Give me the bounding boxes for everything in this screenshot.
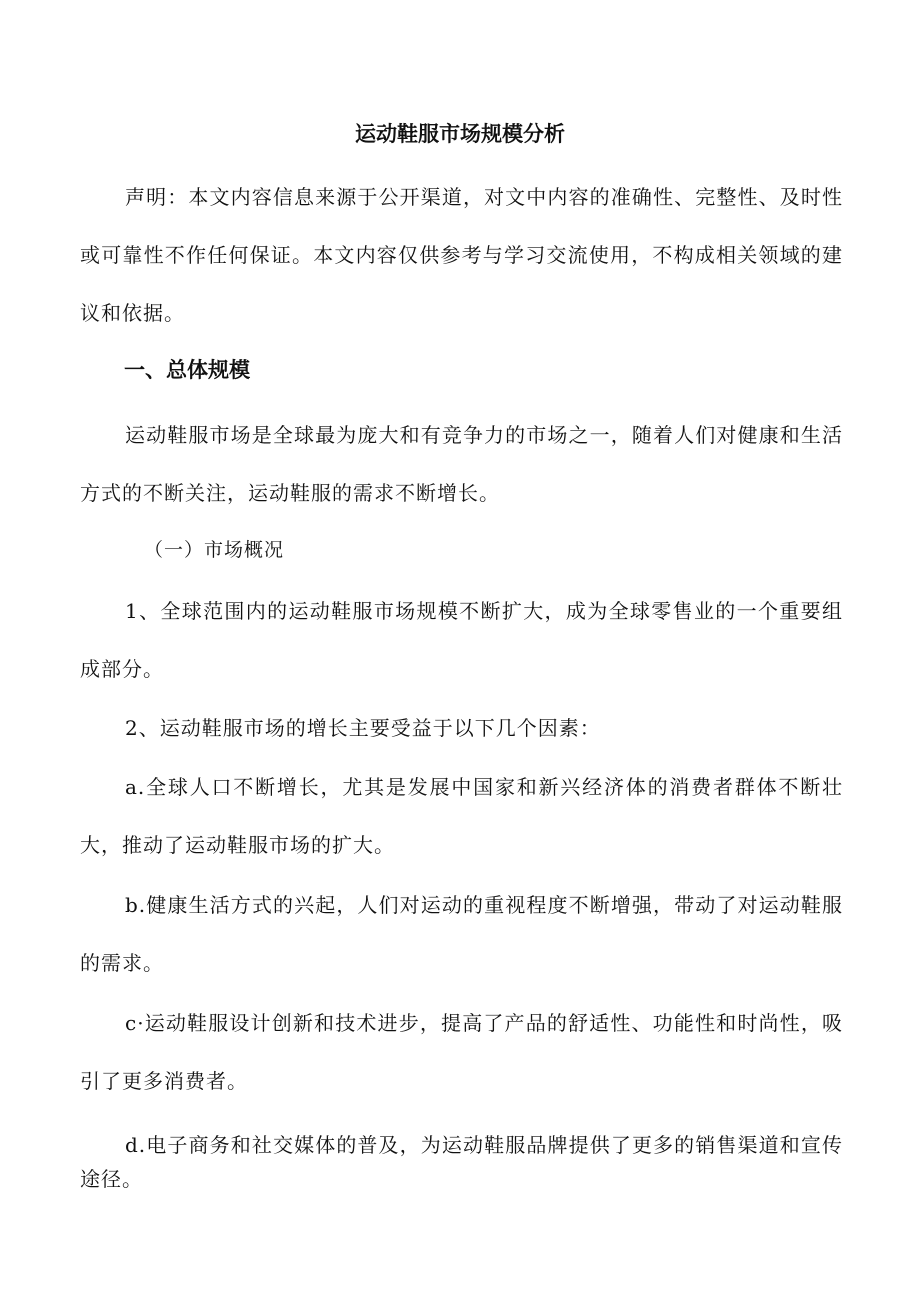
subsection-heading-market-overview: （一）市场概况	[144, 539, 285, 561]
section-intro-paragraph: 运动鞋服市场是全球最为庞大和有竞争力的市场之一，随着人们对健康和生活方式的不断关注，运动鞋服的需求不断增长。	[80, 423, 843, 505]
document-title: 运动鞋服市场规模分析	[355, 122, 565, 146]
section-heading-overall-scale: 一、总体规模	[124, 358, 250, 382]
list-item-d: d.电子商务和社交媒体的普及，为运动鞋服品牌提供了更多的销售渠道和宣传途径。	[80, 1133, 843, 1191]
list-item-1: 1、全球范围内的运动鞋服市场规模不断扩大，成为全球零售业的一个重要组成部分。	[80, 599, 843, 681]
list-item-2: 2、运动鞋服市场的增长主要受益于以下几个因素：	[125, 716, 601, 740]
list-item-c: c·运动鞋服设计创新和技术进步，提高了产品的舒适性、功能性和时尚性，吸引了更多消费者。	[80, 1011, 843, 1093]
list-item-a: a.全球人口不断增长，尤其是发展中国家和新兴经济体的消费者群体不断壮大，推动了运动鞋服市场的扩大。	[80, 775, 843, 857]
disclaimer-paragraph: 声明：本文内容信息来源于公开渠道，对文中内容的准确性、完整性、及时性或可靠性不作任何保证。本文内容仅供参考与学习交流使用，不构成相关领域的建议和依据。	[80, 185, 843, 325]
list-item-b: b.健康生活方式的兴起，人们对运动的重视程度不断增强，带动了对运动鞋服的需求。	[80, 893, 843, 975]
